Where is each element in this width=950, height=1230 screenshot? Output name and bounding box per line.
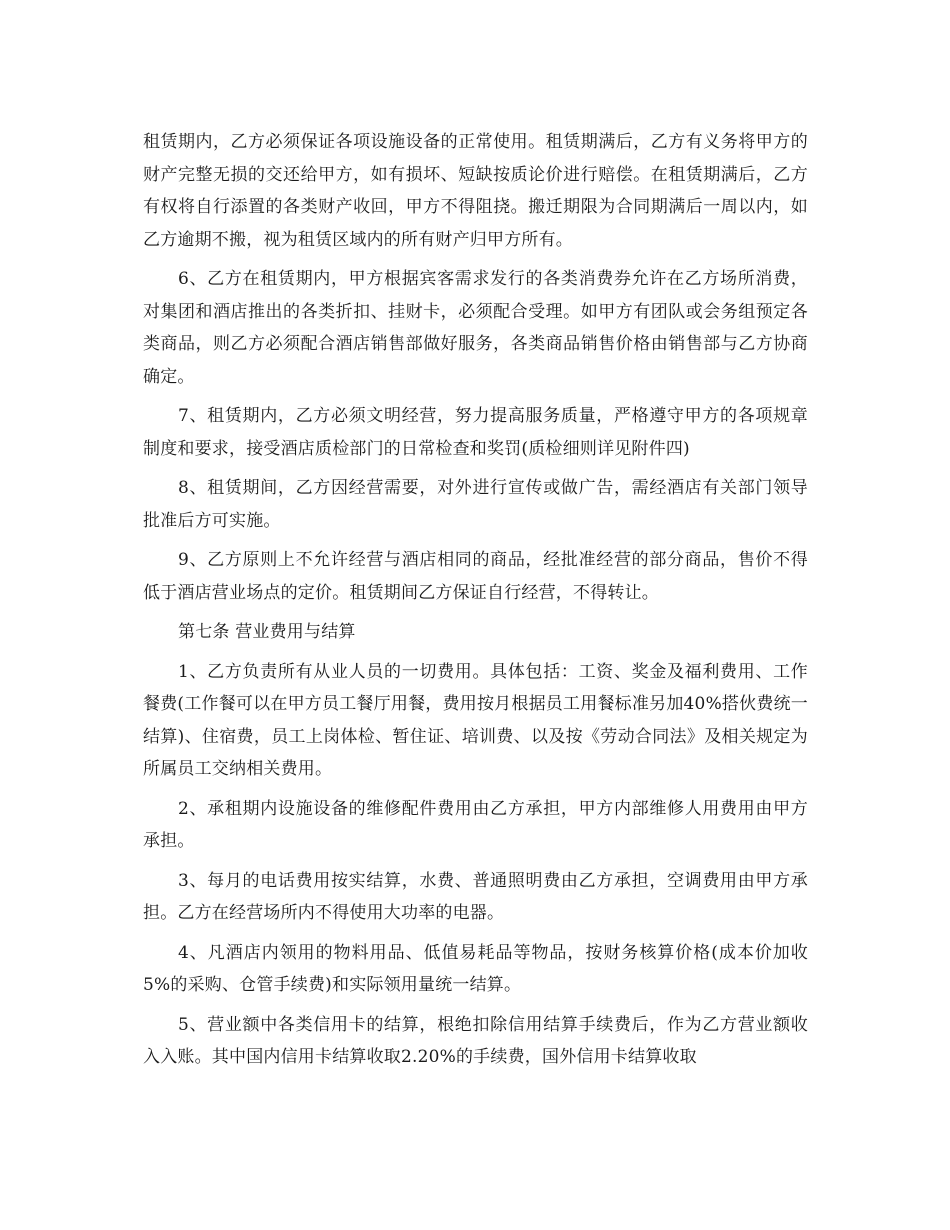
paragraph-fees-3-utilities: 3、每月的电话费用按实结算，水费、普通照明费由乙方承担，空调费用由甲方承担。乙方在经营场所内不得使用大功率的电器。 [143,870,808,923]
paragraph-fees-2-maintenance: 2、承租期内设施设备的维修配件费用由乙方承担，甲方内部维修人用费用由甲方承担。 [143,798,808,851]
paragraph-lease-end-assets: 租赁期内，乙方必须保证各项设施设备的正常使用。租赁期满后，乙方有义务将甲方的财产完整无损的交还给甲方，如有损坏、短缺按质论价进行赔偿。在租赁期满后，乙方有权将自行添置的各类财产收回，甲方不得阻挠。搬迁期限为合同期满后一周以内，如乙方逾期不搬，视为租赁区域内的所有财产归甲方所有。 [143,132,808,250]
paragraph-clause-8-advertising: 8、租赁期间，乙方因经营需要，对外进行宣传或做广告，需经酒店有关部门领导批准后方可实施。 [143,478,808,531]
section-heading-article-7: 第七条 营业费用与结算 [178,622,356,642]
document-body [143,126,808,1081]
paragraph-fees-5-credit-cards: 5、营业额中各类信用卡的结算，根绝扣除信用结算手续费后，作为乙方营业额收入入账。其中国内信用卡结算收取2.20%的手续费，国外信用卡结算收取 [143,1014,808,1067]
paragraph-clause-9-goods-pricing: 9、乙方原则上不允许经营与酒店相同的商品，经批准经营的部分商品，售价不得低于酒店营业场点的定价。租赁期间乙方保证自行经营，不得转让。 [143,550,808,603]
paragraph-fees-1-staff-costs: 1、乙方负责所有从业人员的一切费用。具体包括：工资、奖金及福利费用、工作餐费(工作餐可以在甲方员工餐厅用餐，费用按月根据员工用餐标准另加40%搭伙费统一结算)、住宿费，员工上岗体检、暂住证、培训费、以及按《劳动合同法》及相关规定为所属员工交纳相关费用。 [143,661,808,779]
paragraph-clause-7-service-quality: 7、租赁期内，乙方必须文明经营，努力提高服务质量，严格遵守甲方的各项规章制度和要求，接受酒店质检部门的日常检查和奖罚(质检细则详见附件四) [143,406,808,459]
paragraph-fees-4-supplies: 4、凡酒店内领用的物料用品、低值易耗品等物品，按财务核算价格(成本价加收5%的采购、仓管手续费)和实际领用量统一结算。 [143,942,808,995]
paragraph-clause-6-vouchers: 6、乙方在租赁期内，甲方根据宾客需求发行的各类消费券允许在乙方场所消费，对集团和酒店推出的各类折扣、挂财卡，必须配合受理。如甲方有团队或会务组预定各类商品，则乙方必须配合酒店销售部做好服务，各类商品销售价格由销售部与乙方协商确定。 [143,269,808,387]
